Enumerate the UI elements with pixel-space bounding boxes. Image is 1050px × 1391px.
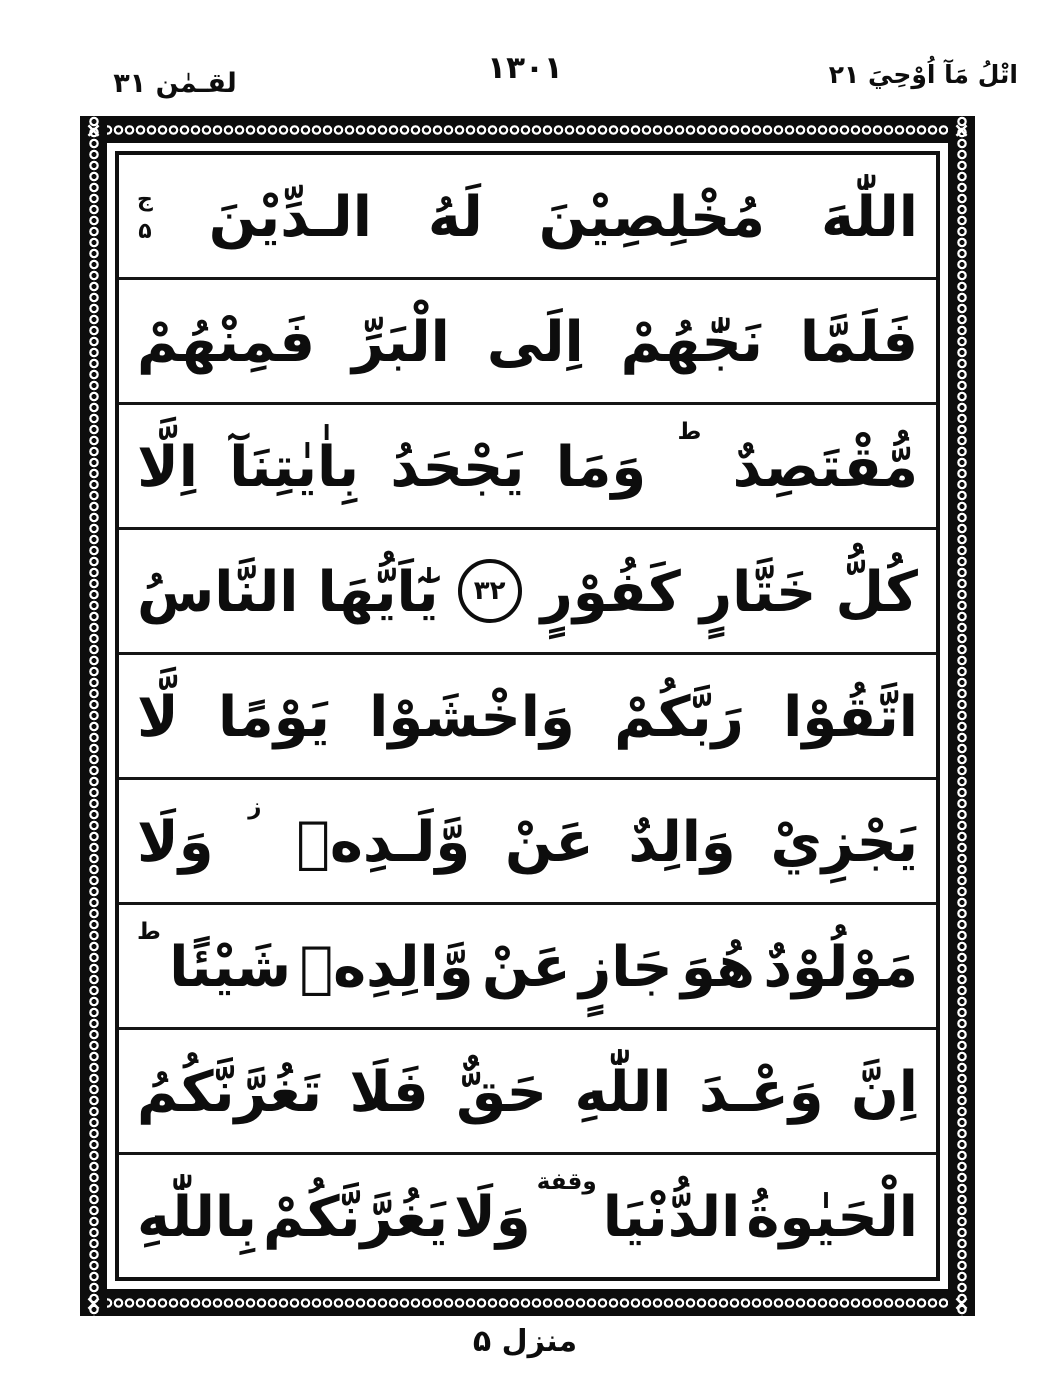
quran-line xyxy=(119,530,936,655)
quran-word: عَنْ xyxy=(481,934,571,1000)
quran-word: وَاخْشَوْا xyxy=(369,684,575,750)
quran-word: مَوْلُوْدٌ xyxy=(763,934,918,1000)
quran-word: وَلَا xyxy=(454,1184,531,1250)
waqf-mark-stack xyxy=(137,189,153,243)
quran-word: الْحَيٰوةُ xyxy=(746,1184,918,1250)
waqf-mark: وقفة xyxy=(536,1169,597,1195)
border-pattern-left xyxy=(80,116,107,1316)
corner-ornament-icon: × xyxy=(85,1290,102,1315)
corner-ornament-icon: × xyxy=(953,117,970,142)
quran-word: يَجْحَدُ xyxy=(390,434,525,500)
quran-word: فَمِنْهُمْ xyxy=(137,309,315,375)
quran-word: اِنَّ xyxy=(851,1059,918,1125)
waqf-mark: ز xyxy=(248,794,262,820)
quran-word: اللّٰهِ xyxy=(574,1059,672,1125)
quran-word: يٰٓاَيُّهَا xyxy=(317,559,439,625)
quran-line xyxy=(119,905,936,1030)
quran-word: وَمَا xyxy=(555,434,647,500)
waqf-mark: ج xyxy=(137,187,153,212)
corner-ornament-icon: × xyxy=(953,1290,970,1315)
quran-word: الـدِّيْنَ xyxy=(208,184,372,250)
waqf-mark: ط xyxy=(137,919,161,945)
quran-word: بِاٰيٰتِنَآ xyxy=(229,434,360,500)
quran-word: يَجْزِيْ xyxy=(770,809,918,875)
border-pattern-right xyxy=(948,116,975,1316)
decorative-frame xyxy=(80,116,975,1316)
juz-title: اتْلُ مَآ اُوْحِيَ ۲۱ xyxy=(828,60,1018,89)
quran-word: اتَّقُوْا xyxy=(783,684,918,750)
quran-word: فَلَمَّا xyxy=(799,309,918,375)
manzil-label: منزل ۵ xyxy=(472,1324,578,1359)
quran-word: شَيْئًا xyxy=(169,934,292,1000)
border-pattern-top xyxy=(80,116,975,143)
surah-title: لقـمٰن ۳۱ xyxy=(113,68,237,99)
quran-word: يَوْمًا xyxy=(218,684,330,750)
quran-word: كُلُّ xyxy=(835,559,918,625)
text-block xyxy=(115,151,940,1281)
quran-word: لَهُ xyxy=(427,184,483,250)
quran-word: فَلَا xyxy=(349,1059,429,1125)
quran-word: لَّا xyxy=(137,684,179,750)
border-pattern-bottom xyxy=(80,1289,975,1316)
quran-line xyxy=(119,655,936,780)
quran-word: خَتَّارٍ xyxy=(699,559,817,625)
verse-number-marker: ۳۲ xyxy=(458,559,522,623)
quran-word: حَقٌّ xyxy=(456,1059,547,1125)
quran-line xyxy=(119,280,936,405)
quran-word: مُّقْتَصِدٌ xyxy=(732,434,918,500)
quran-line xyxy=(119,780,936,905)
ayah-count-mark: ۵ xyxy=(138,219,152,244)
quran-line xyxy=(119,405,936,530)
quran-word: بِاللّٰهِ xyxy=(137,1184,257,1250)
quran-word: وَّالِدِهٖ xyxy=(299,934,474,1000)
quran-word: عَنْ xyxy=(504,809,594,875)
quran-word: النَّاسُ xyxy=(137,559,299,625)
quran-word: رَبَّكُمْ xyxy=(614,684,744,750)
quran-word: الدُّنْيَا xyxy=(602,1184,741,1250)
quran-word: هُوَ xyxy=(681,934,755,1000)
quran-word: وَالِدٌ xyxy=(628,809,736,875)
quran-word: وَّلَـدِهٖ xyxy=(296,809,471,875)
quran-word: يَغُرَّنَّكُمْ xyxy=(263,1184,449,1250)
quran-word: تَغُرَّنَّكُمُ xyxy=(137,1059,323,1125)
quran-line xyxy=(119,1030,936,1155)
page-number: ۱۳۰۱ xyxy=(487,50,563,86)
quran-word: كَفُوْرٍ xyxy=(540,559,681,625)
quran-line xyxy=(119,155,936,280)
quran-word: وَعْـدَ xyxy=(698,1059,824,1125)
quran-word: نَجّٰهُمْ xyxy=(620,309,763,375)
quran-line xyxy=(119,1155,936,1277)
quran-word: الْبَرِّ xyxy=(351,309,450,375)
quran-word: مُخْلِصِيْنَ xyxy=(538,184,766,250)
quran-word: اِلَّا xyxy=(137,434,198,500)
quran-word: اِلَى xyxy=(486,309,584,375)
waqf-mark: ط xyxy=(677,419,702,445)
quran-word: جَازٍ xyxy=(579,934,673,1000)
quran-word: اللّٰهَ xyxy=(820,184,918,250)
corner-ornament-icon: × xyxy=(85,117,102,142)
quran-word: وَلَا xyxy=(137,809,214,875)
